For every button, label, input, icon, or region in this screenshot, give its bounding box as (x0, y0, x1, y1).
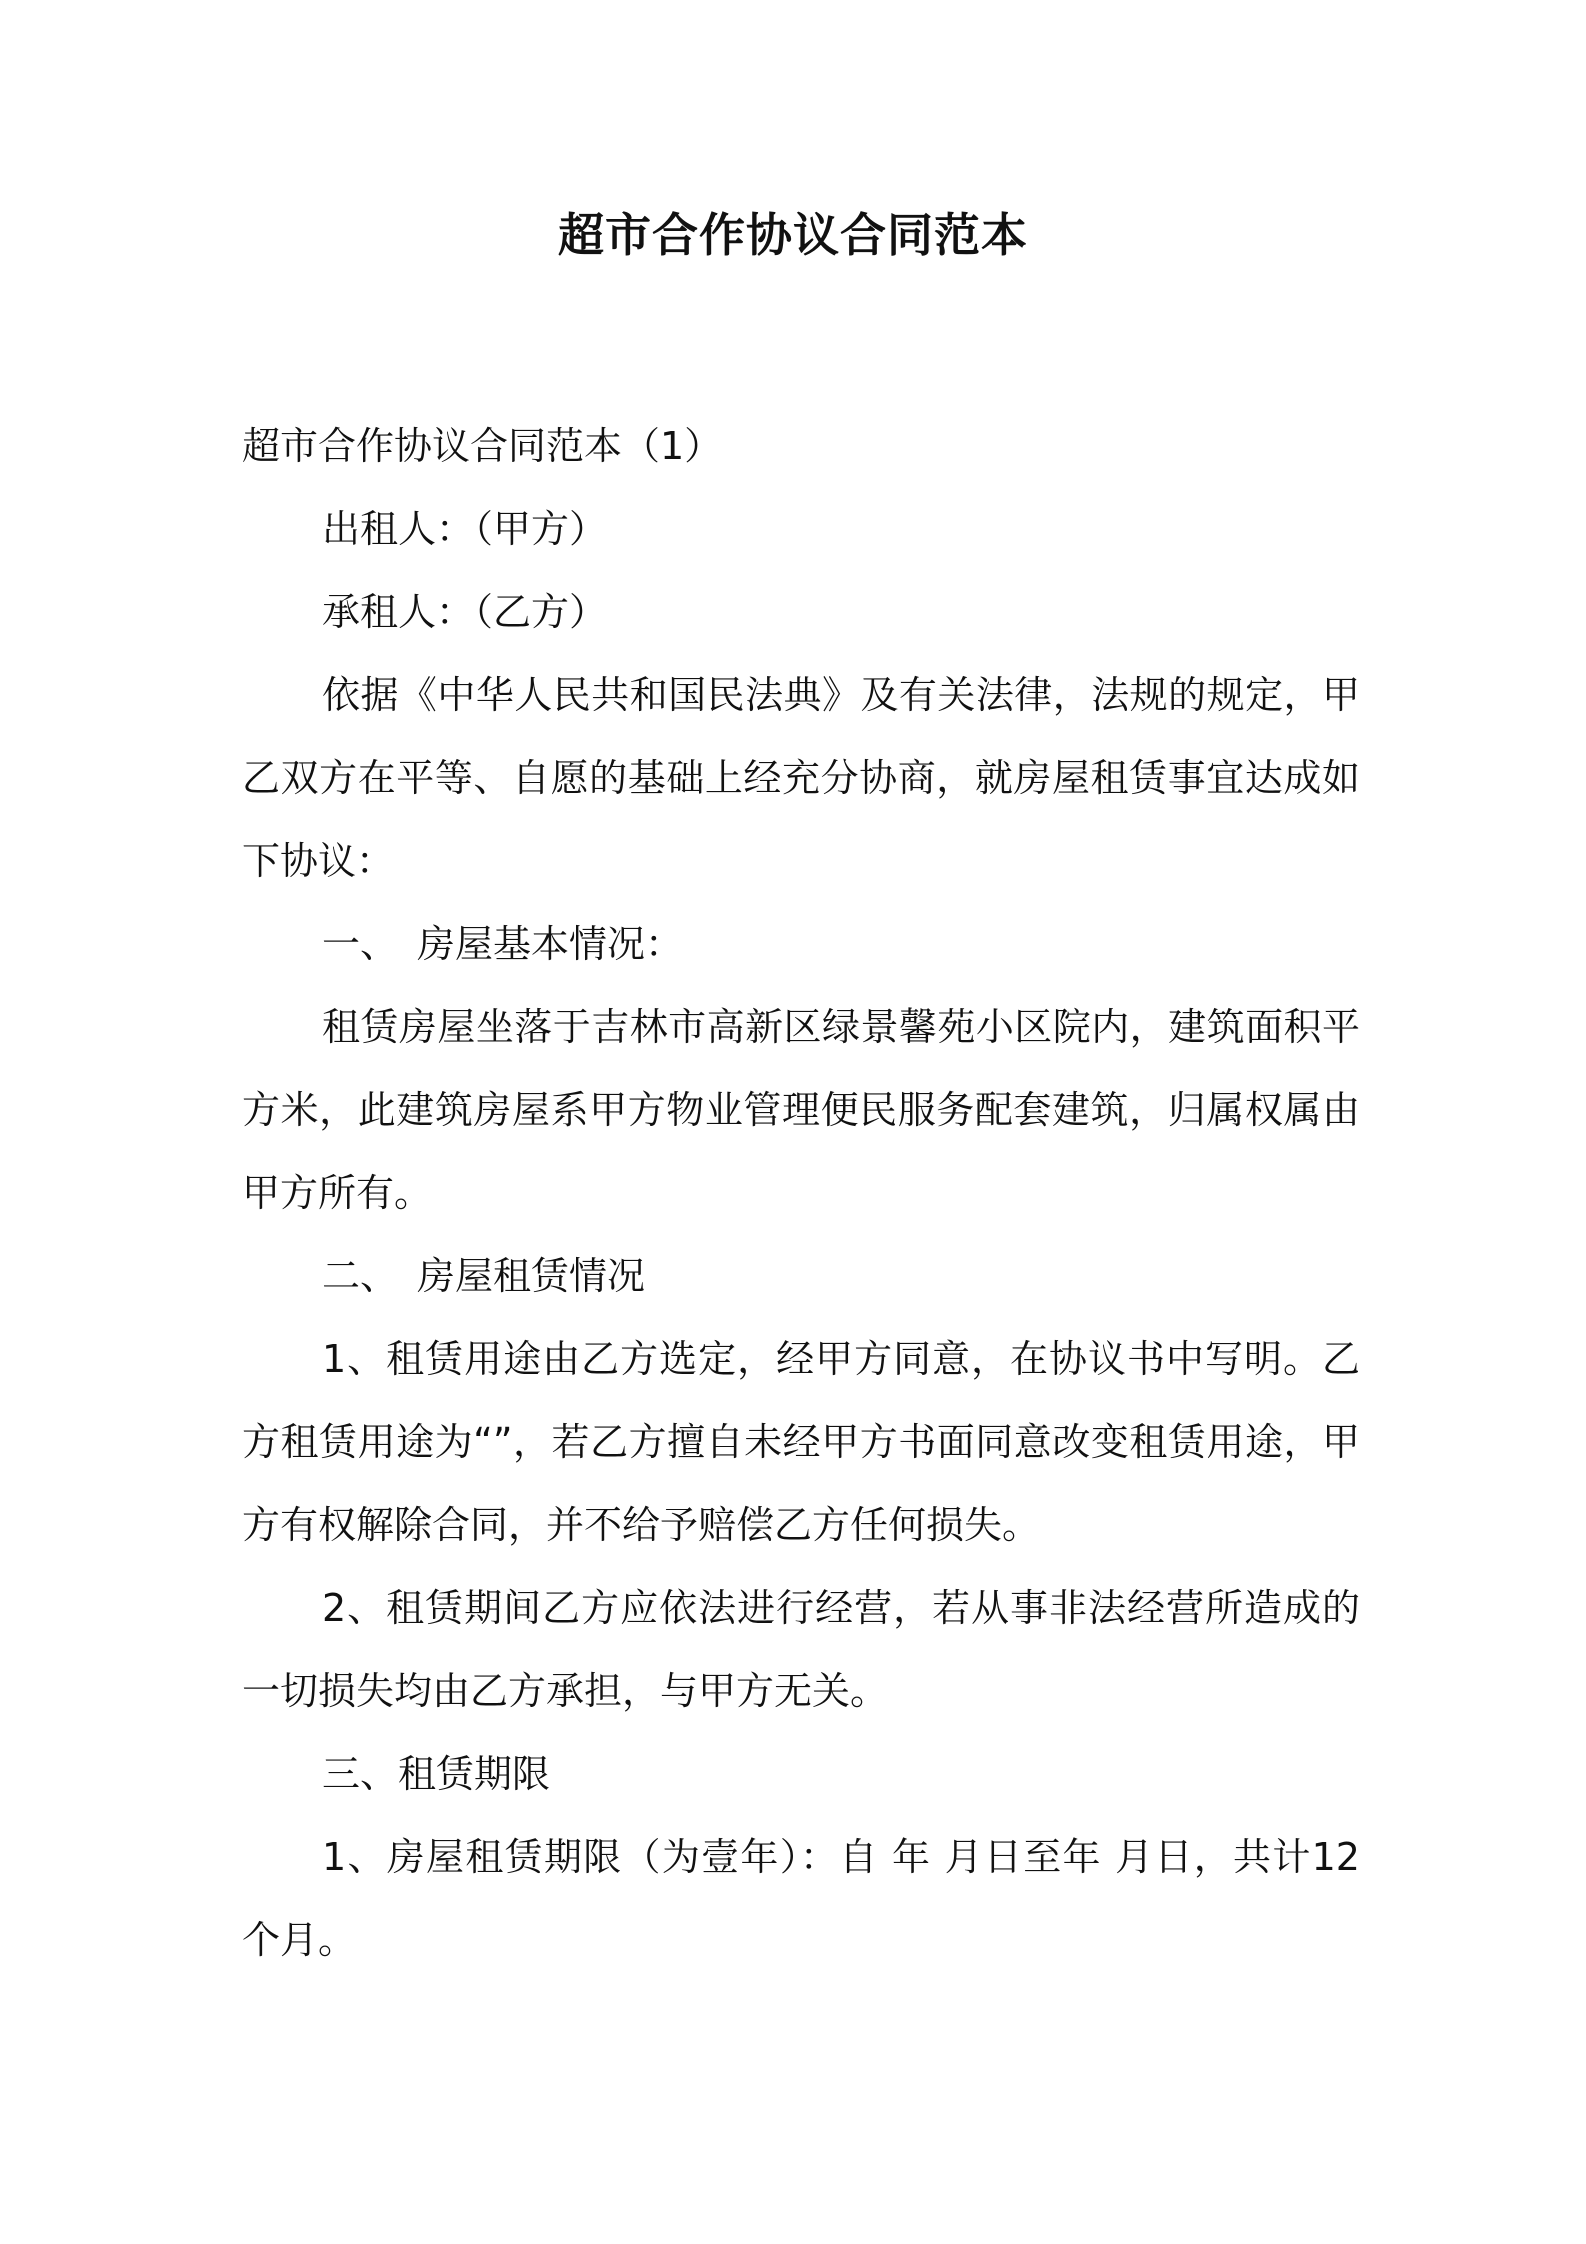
clause-2-item-2: 2、租赁期间乙方应依法进行经营，若从事非法经营所造成的一切损失均由乙方承担，与甲方无关。 (242, 1586, 1360, 1713)
clause-heading-1: 一、 房屋基本情况： (322, 922, 684, 966)
lessor-line: 出租人：（甲方） (322, 507, 608, 551)
preamble-paragraph: 依据《中华人民共和国民法典》及有关法律，法规的规定，甲乙双方在平等、自愿的基础上经充分协商，就房屋租赁事宜达成如下协议： (242, 673, 1360, 883)
document-body (242, 405, 1360, 1982)
clause-3-item-1: 1、房屋租赁期限（为壹年）：自 年 月日至年 月日，共计12 个月。 (242, 1835, 1360, 1962)
clause-heading-2: 二、 房屋租赁情况 (322, 1254, 646, 1298)
clause-1-paragraph: 租赁房屋坐落于吉林市高新区绿景馨苑小区院内，建筑面积平方米，此建筑房屋系甲方物业管理便民服务配套建筑，归属权属由甲方所有。 (242, 1005, 1360, 1215)
clause-heading-3: 三、租赁期限 (322, 1752, 551, 1796)
section-heading: 超市合作协议合同范本（1） (242, 424, 723, 468)
clause-2-item-1: 1、租赁用途由乙方选定，经甲方同意，在协议书中写明。乙方租赁用途为“”，若乙方擅自未经甲方书面同意改变租赁用途，甲方有权解除合同，并不给予赔偿乙方任何损失。 (242, 1337, 1360, 1547)
lessee-line: 承租人：（乙方） (322, 590, 608, 634)
document-title: 超市合作协议合同范本 (558, 208, 1028, 262)
